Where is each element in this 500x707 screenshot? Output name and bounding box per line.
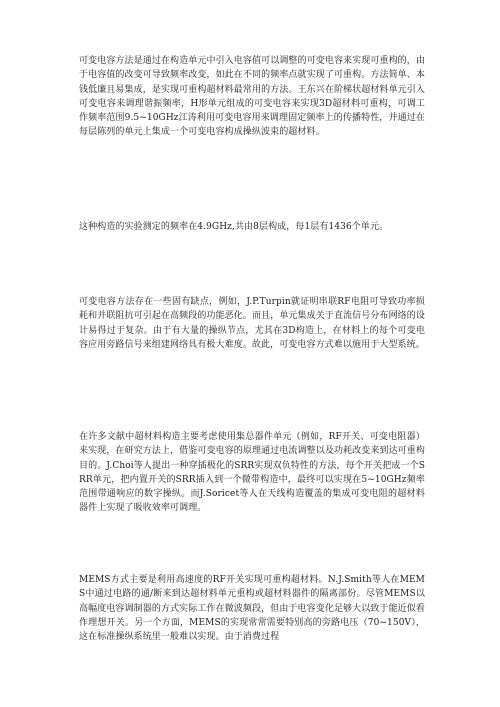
paragraph-mems-method: MEMS方式主要是利用高速度的RF开关实现可重构超材料。N.J.Smith等人在MEMS中通过电路的通/断来到达超材料单元重构或超材料器件的隔离部份。尽管MEMS以高幅度电容调制器的方式实际工作在微波频段，但由于电容变化足够大以致于能近似看作理想开关。另一个方面，MEMS的实现常常需要特别高的旁路电压（70~150V），这在标准操纵系统里一般难以实现。由于消费过程 bbox=[79, 575, 425, 643]
paragraph-variable-capacitor-method: 可变电容方法是通过在构造单元中引入电容值可以调整的可变电容来实现可重构的，由于电容值的改变可导致频率改变，如此在不同的频率点就实现了可重构。方法简单、本钱低廉且易集成，是实现可重构超材料最常用的方法。王东兴在阶梯状超材料单元引入可变电容来调理谐振频率，H形单元组成的可变电容来实现3D超材料可重构，可调工作频率范围9.5~10GHz江涛利用可变电容用来调理固定频率上的传播特性，并通过在每层陈列的单元上集成一个可变电容构成操纵波束的超材料。 bbox=[79, 56, 425, 138]
paragraph-experiment-frequency: 这种构造的实验测定的频率在4.9GHz,共由8层构成，每1层有1436个单元。 bbox=[79, 222, 389, 232]
paragraph-lumped-elements: 在许多文献中超材料构造主要考虑使用集总器件单元（例如，RF开关、可变电阻器）来实现，在研究方法上，借鉴可变电容的原理通过电流调整以及功耗改变来到达可重构目的。J.Choi等人提出一种穿插极化的SRR实现双负特性的方法，每个开关把成一个SRR单元，把内置开关的SRR插入到一个微带构造中，最终可以实现在5~10GHz频率范围带通响应的数字操纵。而J.Soricet等人在天线构造覆盖的集成可变电阻的超材料器件上实现了吸收效率可调理。 bbox=[79, 432, 425, 514]
paragraph-capacitor-drawbacks: 可变电容方法存在一些固有缺点，例如，J.P.Turpin就证明串联RF电阻可导致功率损耗和并联阻抗可引起在高频段的功能恶化。而且，单元集成关于直流信号分布网络的设计易得过于复杂。由于有大量的操纵节点，尤其在3D构造上，在材料上的每个可变电容应用旁路信号来组建网络具有极大难度。故此，可变电容方式难以施用于大型系统。 bbox=[79, 297, 425, 350]
